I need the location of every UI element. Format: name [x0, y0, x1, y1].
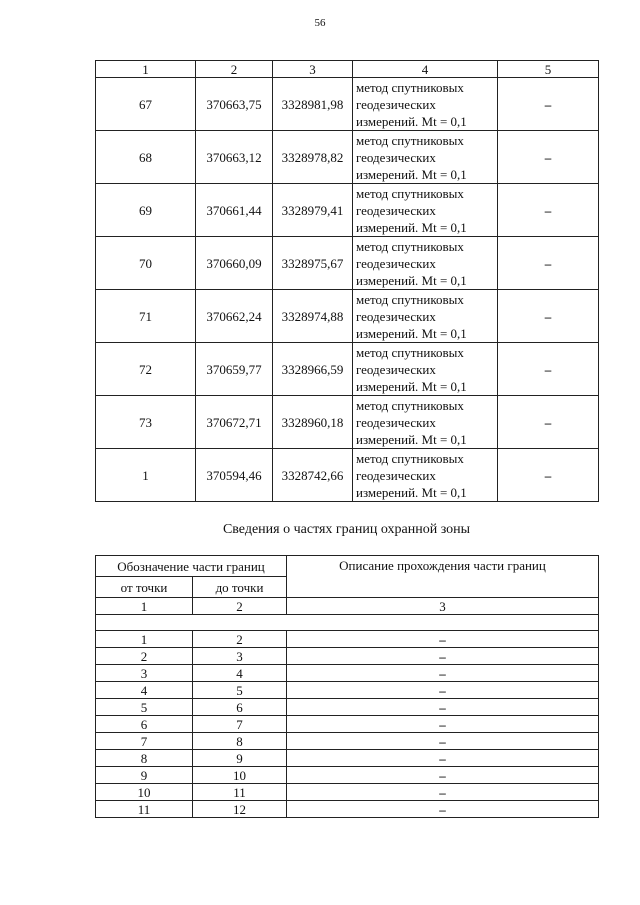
method-line: геодезических [356, 467, 436, 483]
y-coordinate-cell: 3328742,66 [273, 449, 353, 502]
y-coordinate-cell: 3328966,59 [273, 343, 353, 396]
method-line: метод спутниковых [356, 79, 464, 95]
x-coordinate-cell: 370659,77 [196, 343, 273, 396]
description-cell: – [287, 733, 599, 750]
y-coordinate-cell: 3328975,67 [273, 237, 353, 290]
from-point-cell: 7 [96, 733, 193, 750]
from-point-cell: 5 [96, 699, 193, 716]
point-number-cell: 73 [96, 396, 196, 449]
x-coordinate-cell: 370662,24 [196, 290, 273, 343]
x-coordinate-cell: 370663,75 [196, 78, 273, 131]
header-boundary-part-designation: Обозначение части границ [96, 556, 287, 577]
method-line: измерений. Mt = 0,1 [356, 378, 467, 394]
method-line: измерений. Mt = 0,1 [356, 325, 467, 341]
boundary-part-row [96, 733, 599, 750]
boundary-part-row [96, 716, 599, 733]
x-coordinate-cell: 370594,46 [196, 449, 273, 502]
to-point-cell: 9 [193, 750, 287, 767]
from-point-cell: 1 [96, 631, 193, 648]
from-point-cell: 9 [96, 767, 193, 784]
y-coordinate-cell: 3328981,98 [273, 78, 353, 131]
method-line: измерений. Mt = 0,1 [356, 166, 467, 182]
column5-cell: – [498, 131, 599, 184]
x-coordinate-cell: 370661,44 [196, 184, 273, 237]
column5-cell: – [498, 449, 599, 502]
description-cell: – [287, 716, 599, 733]
to-point-cell: 12 [193, 801, 287, 818]
description-cell: – [287, 631, 599, 648]
description-cell: – [287, 699, 599, 716]
method-line: измерений. Mt = 0,1 [356, 484, 467, 500]
to-point-cell: 11 [193, 784, 287, 801]
column-number: 1 [96, 598, 193, 615]
method-line: метод спутниковых [356, 291, 464, 307]
column5-cell: – [498, 184, 599, 237]
x-coordinate-cell: 370663,12 [196, 131, 273, 184]
boundary-part-row [96, 682, 599, 699]
from-point-cell: 8 [96, 750, 193, 767]
from-point-cell: 3 [96, 665, 193, 682]
method-line: измерений. Mt = 0,1 [356, 431, 467, 447]
method-line: метод спутниковых [356, 450, 464, 466]
boundary-part-row [96, 750, 599, 767]
boundary-part-row [96, 784, 599, 801]
header-boundary-description: Описание прохождения части границ [287, 556, 599, 598]
method-cell [353, 131, 498, 184]
to-point-cell: 5 [193, 682, 287, 699]
column-number: 3 [273, 61, 353, 78]
section-title: Сведения о частях границ охранной зоны [222, 522, 471, 537]
point-number-cell: 68 [96, 131, 196, 184]
description-cell: – [287, 648, 599, 665]
parts-header-row [96, 556, 599, 577]
y-coordinate-cell: 3328978,82 [273, 131, 353, 184]
coordinates-header-row [96, 61, 599, 78]
to-point-cell: 2 [193, 631, 287, 648]
method-line: измерений. Mt = 0,1 [356, 113, 467, 129]
description-cell: – [287, 750, 599, 767]
method-cell [353, 343, 498, 396]
y-coordinate-cell: 3328979,41 [273, 184, 353, 237]
coordinate-row [96, 78, 599, 131]
point-number-cell: 69 [96, 184, 196, 237]
column-number: 2 [196, 61, 273, 78]
to-point-cell: 4 [193, 665, 287, 682]
method-line: измерений. Mt = 0,1 [356, 272, 467, 288]
method-line: геодезических [356, 202, 436, 218]
method-cell [353, 449, 498, 502]
point-number-cell: 70 [96, 237, 196, 290]
column5-cell: – [498, 290, 599, 343]
x-coordinate-cell: 370672,71 [196, 396, 273, 449]
coordinate-row [96, 449, 599, 502]
method-line: метод спутниковых [356, 238, 464, 254]
column-number: 4 [353, 61, 498, 78]
column5-cell: – [498, 78, 599, 131]
method-cell [353, 396, 498, 449]
point-number-cell: 71 [96, 290, 196, 343]
boundary-parts-table [95, 555, 599, 818]
method-line: метод спутниковых [356, 344, 464, 360]
description-cell: – [287, 784, 599, 801]
coordinate-row [96, 131, 599, 184]
column-number: 1 [96, 61, 196, 78]
boundary-part-row [96, 648, 599, 665]
method-line: измерений. Mt = 0,1 [356, 219, 467, 235]
boundary-part-row [96, 699, 599, 716]
coordinate-row [96, 184, 599, 237]
coordinate-row [96, 343, 599, 396]
coordinates-table-body [96, 61, 599, 502]
column-number: 3 [287, 598, 599, 615]
column5-cell: – [498, 237, 599, 290]
point-number-cell: 67 [96, 78, 196, 131]
column-number: 2 [193, 598, 287, 615]
column5-cell: – [498, 343, 599, 396]
to-point-cell: 10 [193, 767, 287, 784]
parts-blank-row [96, 615, 599, 631]
header-to-point: до точки [193, 577, 287, 598]
boundary-part-row [96, 631, 599, 648]
x-coordinate-cell: 370660,09 [196, 237, 273, 290]
boundary-part-row [96, 665, 599, 682]
description-cell: – [287, 801, 599, 818]
to-point-cell: 8 [193, 733, 287, 750]
method-cell [353, 78, 498, 131]
header-from-point: от точки [96, 577, 193, 598]
method-line: метод спутниковых [356, 132, 464, 148]
column-number: 5 [498, 61, 599, 78]
coordinate-row [96, 396, 599, 449]
point-number-cell: 72 [96, 343, 196, 396]
method-cell [353, 184, 498, 237]
method-line: метод спутниковых [356, 185, 464, 201]
coordinates-table [95, 60, 599, 502]
page-number: 56 [314, 17, 326, 29]
y-coordinate-cell: 3328974,88 [273, 290, 353, 343]
column5-cell: – [498, 396, 599, 449]
to-point-cell: 7 [193, 716, 287, 733]
method-line: геодезических [356, 149, 436, 165]
method-line: метод спутниковых [356, 397, 464, 413]
y-coordinate-cell: 3328960,18 [273, 396, 353, 449]
to-point-cell: 3 [193, 648, 287, 665]
from-point-cell: 2 [96, 648, 193, 665]
point-number-cell: 1 [96, 449, 196, 502]
to-point-cell: 6 [193, 699, 287, 716]
blank-cell [96, 615, 599, 631]
boundary-parts-table-body [96, 556, 599, 818]
method-line: геодезических [356, 414, 436, 430]
method-line: геодезических [356, 361, 436, 377]
boundary-part-row [96, 767, 599, 784]
from-point-cell: 4 [96, 682, 193, 699]
from-point-cell: 6 [96, 716, 193, 733]
coordinate-row [96, 237, 599, 290]
coordinate-row [96, 290, 599, 343]
method-cell [353, 237, 498, 290]
parts-column-number-row [96, 598, 599, 615]
method-line: геодезических [356, 255, 436, 271]
method-cell [353, 290, 498, 343]
from-point-cell: 11 [96, 801, 193, 818]
description-cell: – [287, 665, 599, 682]
description-cell: – [287, 682, 599, 699]
method-line: геодезических [356, 308, 436, 324]
boundary-part-row [96, 801, 599, 818]
description-cell: – [287, 767, 599, 784]
from-point-cell: 10 [96, 784, 193, 801]
method-line: геодезических [356, 96, 436, 112]
